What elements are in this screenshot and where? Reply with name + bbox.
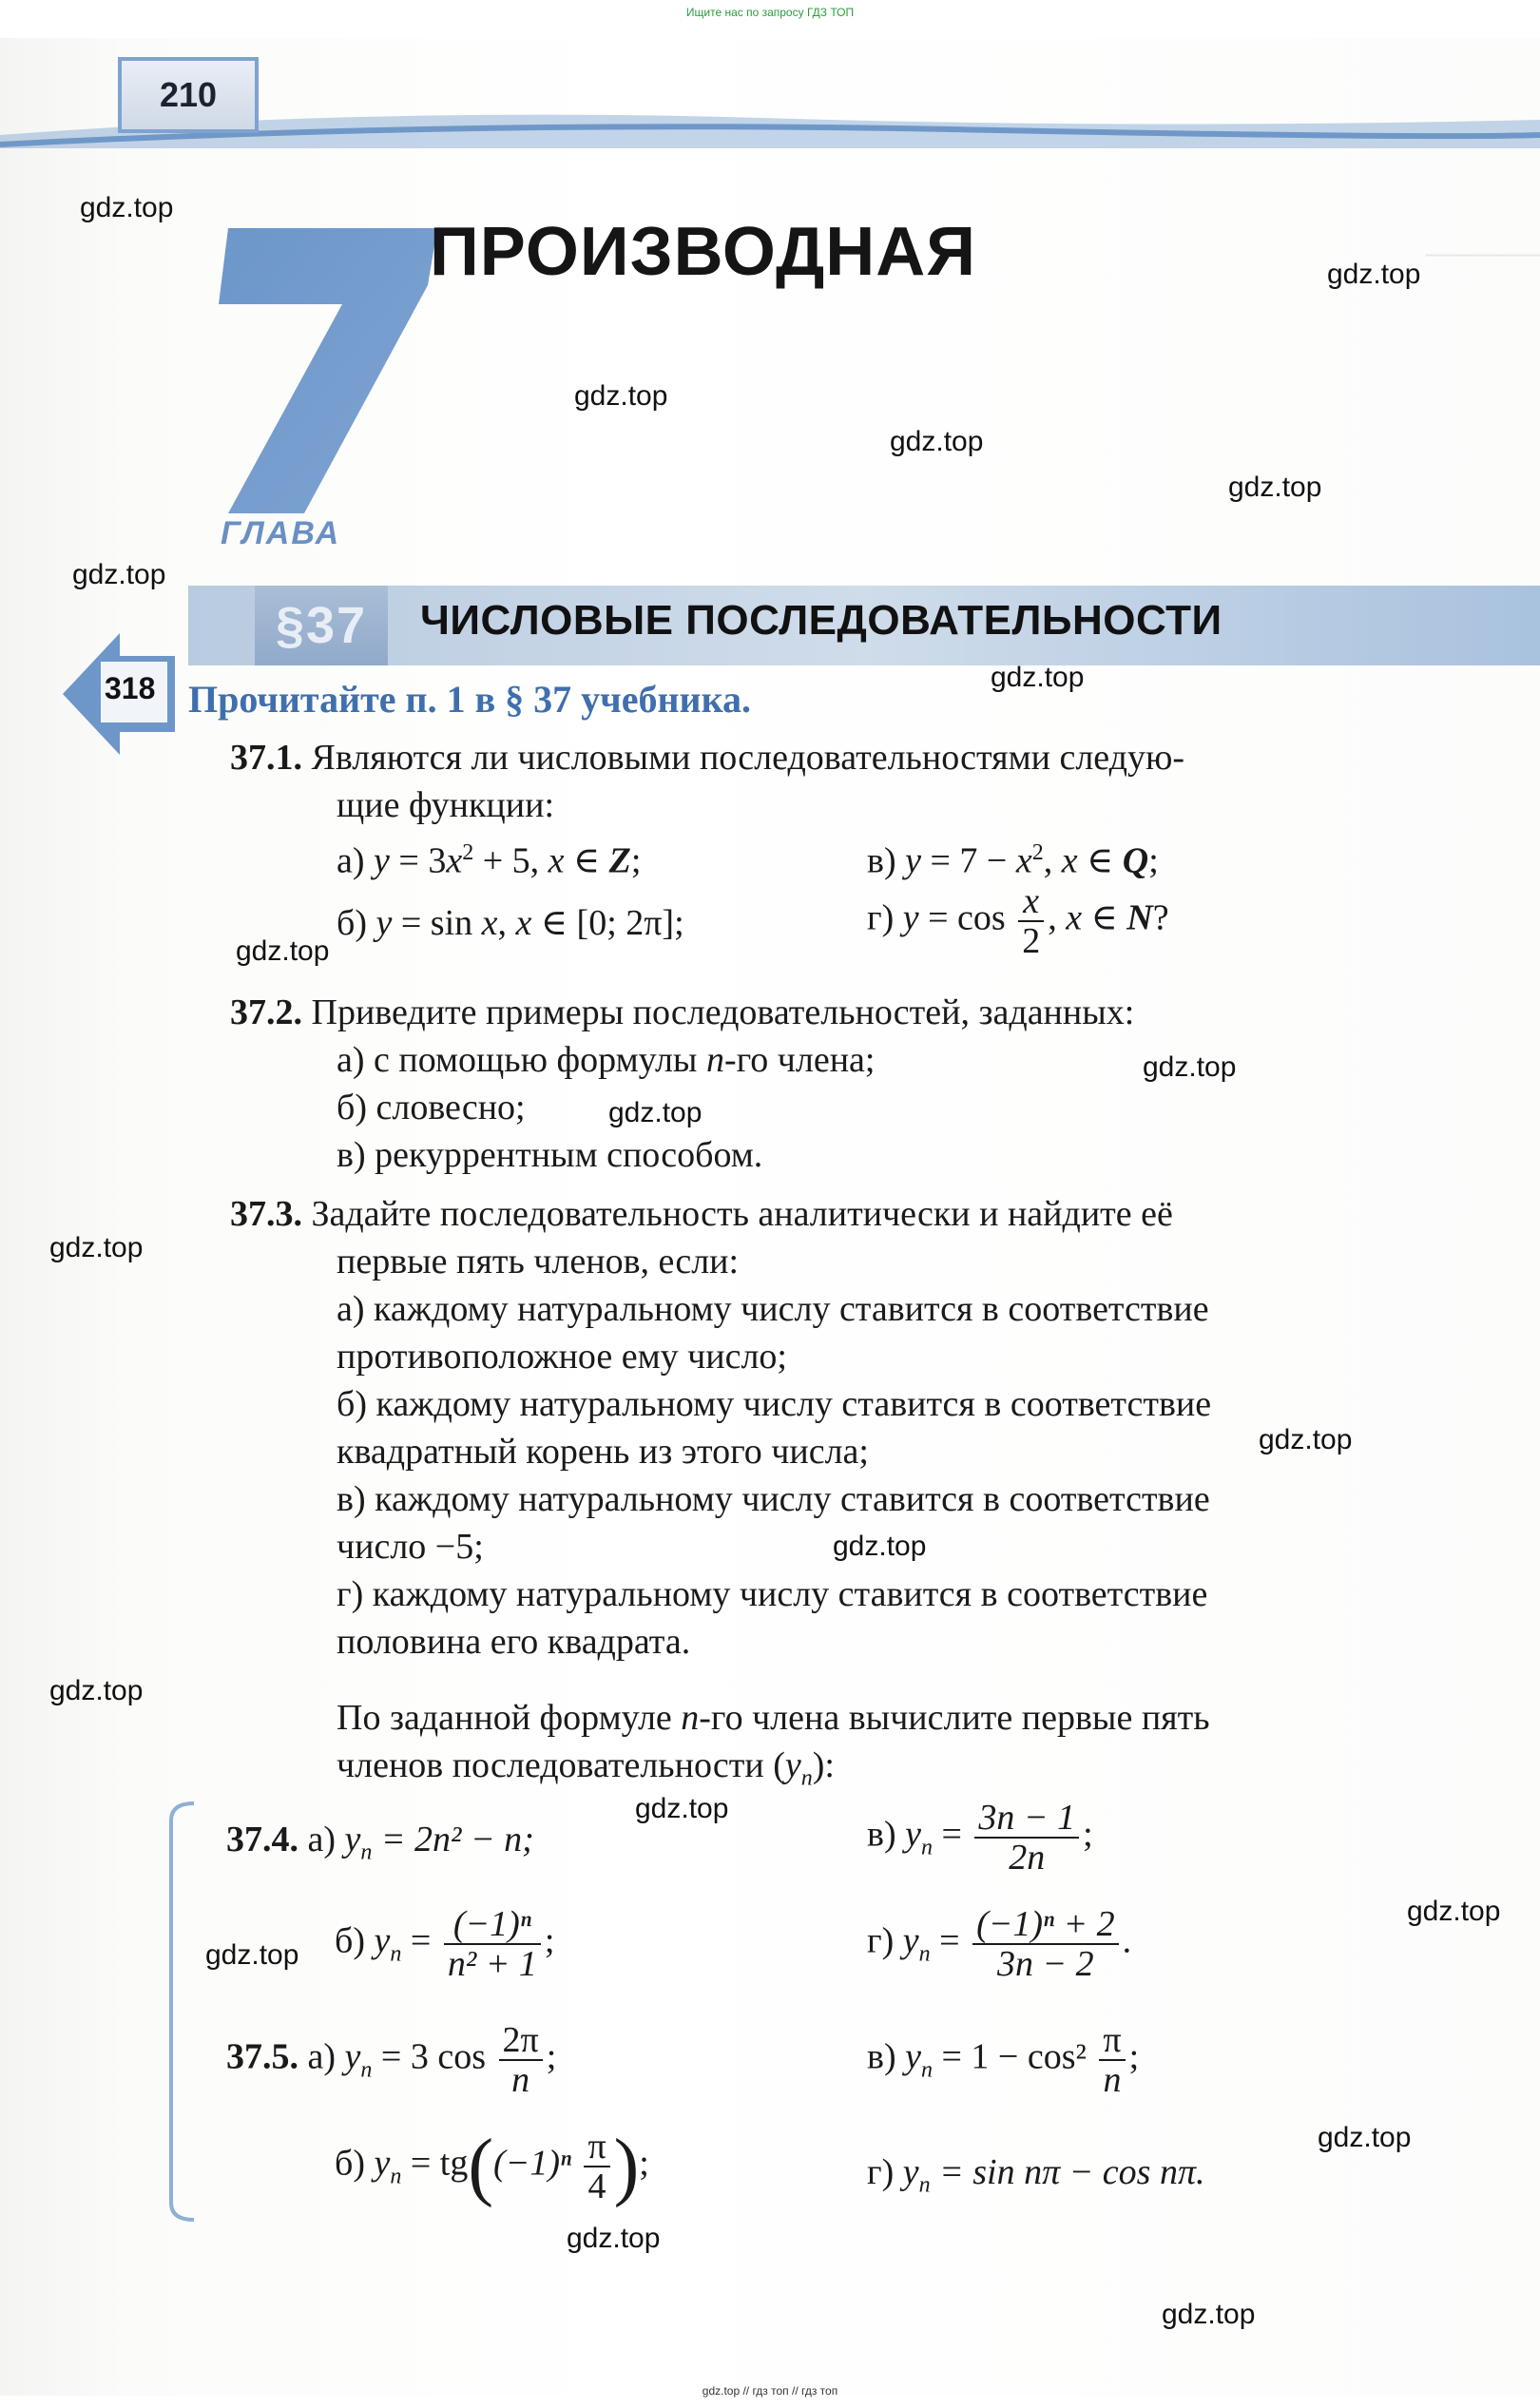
problem-37-3-g2: половина его квадрата.: [337, 1622, 691, 1662]
watermark: gdz.top: [833, 1531, 927, 1562]
bottom-note: gdz.top // гдз топ // гдз топ: [702, 2384, 838, 2398]
chapter-title: ПРОИЗВОДНАЯ: [430, 214, 976, 290]
intro-line2: членов последовательности $(y_n)$:: [337, 1745, 835, 1791]
chapter-number-graphic: [190, 228, 437, 513]
problem-37-5-g: г) $y_n = \sin n\pi - \cos n\pi$.: [867, 2152, 1205, 2198]
problem-37-3-v2: число −5;: [337, 1527, 484, 1567]
watermark: gdz.top: [49, 1675, 144, 1706]
problem-37-1-g: г) y = cos $\frac{x}{2}$ , x ∈ N?: [867, 881, 1169, 961]
watermark: gdz.top: [49, 1232, 144, 1263]
problem-37-1-b: б) y = sin x, x ∈ [0; 2π];: [337, 903, 684, 943]
problem-37-1-line2: щие функции:: [337, 785, 555, 825]
problem-text: Являются ли числовыми последовательностями следую-: [311, 738, 1185, 778]
watermark: gdz.top: [890, 426, 984, 457]
problem-37-3-a2: противоположное ему число;: [337, 1337, 787, 1377]
problem-37-3-b2: квадратный корень из этого числа;: [337, 1432, 869, 1472]
problem-37-2-v: в) рекуррентным способом.: [337, 1135, 763, 1175]
problem-37-4-a: 37.4. а) $y_n = 2n^2 - n$;: [226, 1820, 534, 1865]
problem-37-1-a: а) $y = 3x^2 + 5$, x ∈ Z;: [337, 840, 642, 881]
watermark: gdz.top: [567, 2223, 661, 2254]
problem-37-2-b: б) словесно;: [337, 1088, 526, 1127]
section-tab: §37: [255, 586, 388, 665]
watermark: gdz.top: [1143, 1051, 1237, 1083]
watermark: gdz.top: [1407, 1896, 1501, 1927]
problem-37-3-g1: г) каждому натуральному числу ставится в соответствие: [337, 1574, 1208, 1614]
watermark: gdz.top: [72, 559, 166, 590]
top-note: Ищите нас по запросу ГДЗ ТОП: [685, 6, 855, 19]
watermark: gdz.top: [1327, 259, 1421, 290]
watermark: gdz.top: [80, 192, 174, 223]
watermark: gdz.top: [236, 935, 330, 967]
problem-37-1-line1: [230, 734, 1184, 781]
watermark: gdz.top: [1318, 2122, 1412, 2153]
problem-37-3-v1: в) каждому натуральному числу ставится в соответствие: [337, 1479, 1210, 1519]
problem-37-3-line1: 37.3. Задайте последовательность аналитически и найдите её: [230, 1194, 1173, 1234]
watermark: gdz.top: [608, 1097, 703, 1128]
problem-37-2-a: а) с помощью формулы n-го члена;: [337, 1040, 876, 1080]
group-bracket: [167, 1801, 196, 2222]
watermark: gdz.top: [1259, 1424, 1353, 1455]
problem-37-3-line2: первые пять членов, если:: [337, 1242, 740, 1281]
watermark: gdz.top: [635, 1793, 729, 1824]
problem-37-5-b: б) $y_n = tg((-1)^n$ $\frac{\pi}{4}$ );: [335, 2125, 649, 2208]
problem-37-3-a1: а) каждому натуральному числу ставится в соответствие: [337, 1289, 1209, 1329]
watermark: gdz.top: [1228, 472, 1322, 503]
section-title: ЧИСЛОВЫЕ ПОСЛЕДОВАТЕЛЬНОСТИ: [420, 597, 1222, 644]
problem-37-1-v: в) $y = 7 - x^2$, x ∈ Q;: [867, 840, 1159, 881]
margin-reference: 318: [105, 671, 156, 705]
read-instruction: Прочитайте п. 1 в § 37 учебника.: [188, 678, 752, 721]
problem-37-2-line1: 37.2. Приведите примеры последовательностей, заданных:: [230, 992, 1135, 1032]
paren-right: ): [613, 2125, 640, 2208]
watermark: gdz.top: [574, 380, 668, 412]
chapter-label: ГЛАВА: [221, 515, 341, 551]
bleed-through-text: ———: [1426, 230, 1540, 273]
problem-37-5-a: 37.5. а) $y_n = 3$ cos $\frac{2\pi}{n}$ ;: [226, 2020, 557, 2100]
watermark: gdz.top: [991, 662, 1085, 693]
problem-37-4-b: б) $y_n$ = $\frac{\text{(−1)ⁿ}}{\text{n² + 1}}$ ;: [335, 1904, 555, 1984]
page-number: 210: [118, 57, 259, 133]
intro-line1: По заданной формуле n-го члена вычислите первые пять: [337, 1698, 1210, 1738]
problem-37-5-v: в) $y_n = 1 - \cos^2$ $\frac{\pi}{n}$ ;: [867, 2020, 1140, 2100]
watermark: gdz.top: [205, 1939, 299, 1971]
paren-left: (: [468, 2125, 494, 2208]
problem-37-3-b1: б) каждому натуральному числу ставится в соответствие: [337, 1384, 1212, 1424]
problem-37-4-g: г) $y_n$ = $\frac{\text{(−1)ⁿ + 2}}{3n - 2}$ .: [867, 1904, 1132, 1984]
problem-number: 37.1.: [230, 738, 302, 778]
problem-37-4-v: в) $y_n$ = $\frac{3n - 1}{2n}$ ;: [867, 1798, 1093, 1878]
watermark: gdz.top: [1162, 2299, 1256, 2330]
